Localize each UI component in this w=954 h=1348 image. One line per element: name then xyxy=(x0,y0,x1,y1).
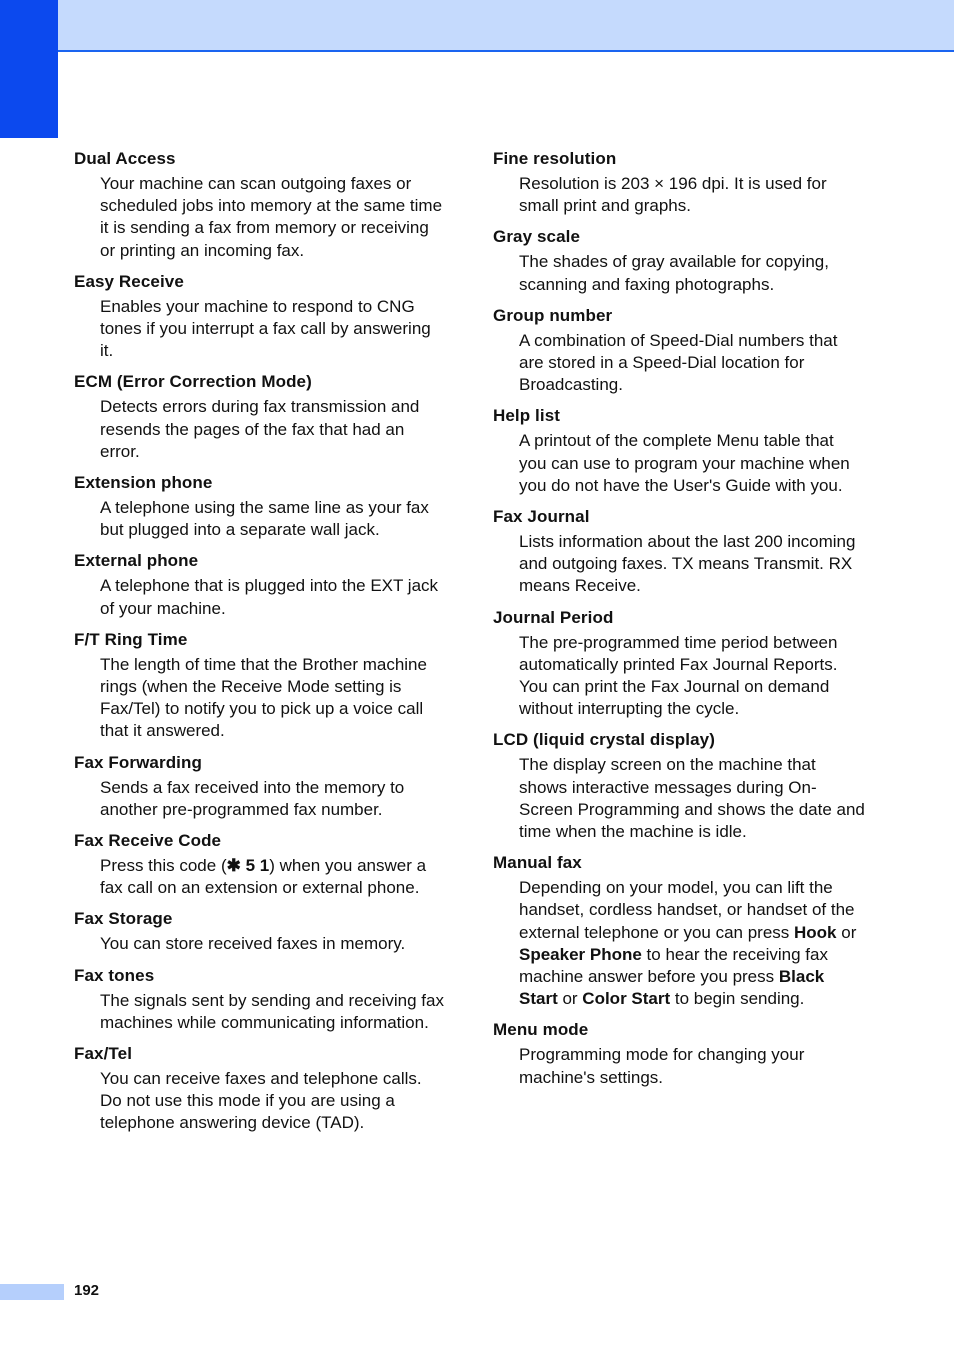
term: Gray scale xyxy=(493,227,581,247)
term: ECM (Error Correction Mode) xyxy=(74,372,312,392)
receive-code: ✱ 5 1 xyxy=(226,856,270,876)
entry-fax-receive-code xyxy=(74,830,446,899)
definition: The display screen on the machine that shows interactive messages during On-Screen Programming and shows the date and time when the machine is idle. xyxy=(519,755,865,842)
entry-fax-forwarding xyxy=(74,752,446,821)
term: Group number xyxy=(493,305,613,325)
glossary-column-right xyxy=(493,148,865,1098)
entry-fax-storage xyxy=(74,908,446,955)
definition: Lists information about the last 200 incoming and outgoing faxes. TX means Transmit. RX means Receive. xyxy=(519,532,856,596)
definition: The shades of gray available for copying, scanning and faxing photographs. xyxy=(519,252,829,294)
definition: The length of time that the Brother machine rings (when the Receive Mode setting is Fax/Tel) to notify you to pick up a voice call that it answered. xyxy=(100,654,427,741)
entry-ft-ring-time xyxy=(74,629,446,743)
term: F/T Ring Time xyxy=(74,629,188,649)
definition: A printout of the complete Menu table that you can use to program your machine when you do not have the User's Guide with you. xyxy=(519,431,850,495)
definition-text: or xyxy=(557,989,583,1009)
term: Dual Access xyxy=(74,149,176,168)
term: Fax tones xyxy=(74,965,155,985)
definition-text: or xyxy=(836,922,857,942)
entry-help-list xyxy=(493,405,865,497)
term: Extension phone xyxy=(74,473,213,493)
term: LCD (liquid crystal display) xyxy=(493,730,715,750)
color-start-key: Color Start xyxy=(582,989,671,1009)
definition xyxy=(519,877,865,1010)
definition: Programming mode for changing your machine's settings. xyxy=(519,1045,805,1087)
black-start-key: Black Start xyxy=(519,967,825,1009)
term: Journal Period xyxy=(493,607,614,627)
header-band xyxy=(0,0,954,52)
definition: Detects errors during fax transmission and resends the pages of the fax that had an error. xyxy=(100,397,420,461)
entry-fax-tel xyxy=(74,1043,446,1135)
term: Fax Receive Code xyxy=(74,831,222,851)
entry-group-number xyxy=(493,305,865,397)
term: Fax Forwarding xyxy=(74,752,202,772)
definition: Enables your machine to respond to CNG tones if you interrupt a fax call by answering it. xyxy=(100,296,431,361)
term: Fax/Tel xyxy=(74,1044,133,1064)
term: Fax Journal xyxy=(493,507,590,527)
hook-key: Hook xyxy=(794,922,837,942)
definition: Your machine can scan outgoing faxes or scheduled jobs into memory at the same time it is sending a fax from memory or receiving or printing an incoming fax. xyxy=(100,174,443,260)
term: Manual fax xyxy=(493,853,582,873)
entry-external-phone xyxy=(74,550,446,619)
term: Help list xyxy=(493,406,561,426)
speaker-phone-key: Speaker Phone xyxy=(519,944,642,964)
definition-text: to hear the receiving fax machine answer before you press xyxy=(519,944,828,987)
definition xyxy=(100,855,446,899)
definition: Resolution is 203 × 196 dpi. It is used for small print and graphs. xyxy=(519,174,827,216)
definition: A combination of Speed-Dial numbers that are stored in a Speed-Dial location for Broadcasting. xyxy=(519,330,838,395)
entry-fax-tones xyxy=(74,965,446,1034)
definition-text: Depending on your model, you can lift the handset, cordless handset, or handset of the external telephone or you can press xyxy=(519,878,855,942)
glossary-column-left xyxy=(74,148,446,1144)
page-number: 192 xyxy=(74,1282,100,1299)
entry-manual-fax xyxy=(493,852,865,1010)
definition-text: to begin sending. xyxy=(670,989,805,1009)
definition: You can receive faxes and telephone calls. Do not use this mode if you are using a telephone answering device (TAD). xyxy=(100,1069,422,1133)
entry-lcd xyxy=(493,729,865,843)
entry-fine-resolution xyxy=(493,148,865,217)
term: External phone xyxy=(74,551,199,571)
definition: You can store received faxes in memory. xyxy=(100,934,406,954)
entry-journal-period xyxy=(493,607,865,721)
entry-menu-mode xyxy=(493,1019,865,1088)
definition-text: Press this code ( xyxy=(100,856,227,876)
definition: The pre-programmed time period between automatically printed Fax Journal Reports. You can print the Fax Journal on demand without interrupting the cycle. xyxy=(519,632,838,719)
definition: The signals sent by sending and receiving fax machines while communicating information. xyxy=(100,990,444,1032)
definition-text: ) when you answer a fax call on an extension or external phone. xyxy=(100,856,427,898)
entry-ecm xyxy=(74,371,446,463)
footer-bar xyxy=(0,1284,64,1300)
entry-fax-journal xyxy=(493,506,865,598)
definition: A telephone using the same line as your fax but plugged into a separate wall jack. xyxy=(100,498,429,540)
entry-gray-scale xyxy=(493,226,865,295)
chapter-tab xyxy=(0,0,58,138)
entry-dual-access xyxy=(74,148,446,262)
definition: A telephone that is plugged into the EXT jack of your machine. xyxy=(100,576,439,618)
entry-easy-receive xyxy=(74,271,446,363)
term: Easy Receive xyxy=(74,271,184,291)
term: Fax Storage xyxy=(74,909,173,929)
definition: Sends a fax received into the memory to another pre-programmed fax number. xyxy=(100,777,405,819)
term: Fine resolution xyxy=(493,149,617,168)
term: Menu mode xyxy=(493,1020,589,1040)
entry-extension-phone xyxy=(74,472,446,541)
